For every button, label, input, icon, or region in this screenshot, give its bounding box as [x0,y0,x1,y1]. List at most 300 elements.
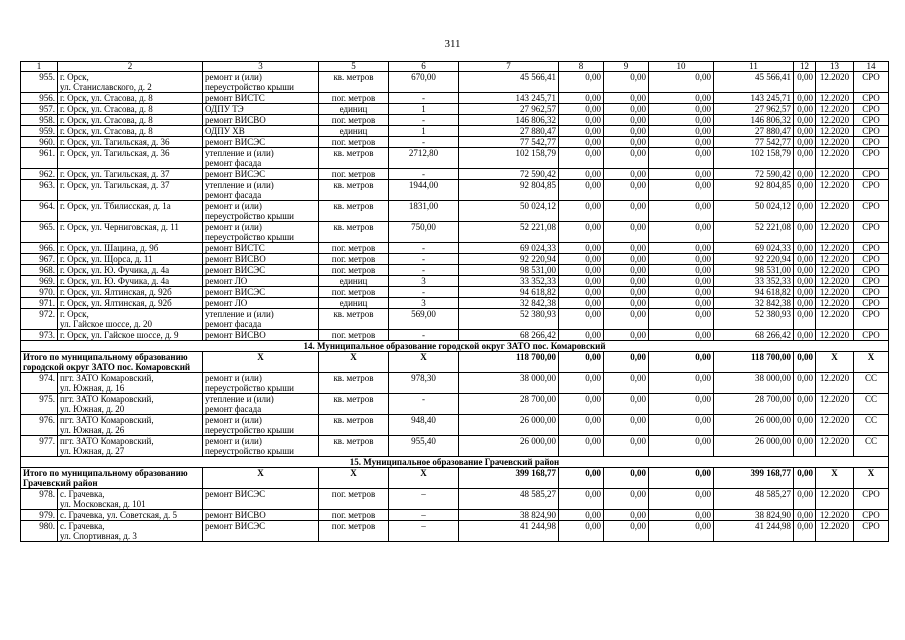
deadline-cell: 12.2020 [816,126,854,137]
x-mark: Х [203,468,319,489]
fund-source-cell: СРО [854,489,889,510]
unit-cell: единиц [319,126,389,137]
fund-col11: 118 700,00 [714,352,794,373]
work-type-cell [203,137,319,148]
fund-col12: 0,00 [794,169,816,180]
total-cost: 38 000,00 [459,373,559,394]
address-cell [58,373,203,394]
total-cost: 92 804,85 [459,180,559,201]
quantity-cell: 955,40 [389,436,459,457]
fund-source-cell: СРО [854,287,889,298]
fund-col10: 0,00 [649,243,714,254]
address-cell [58,115,203,126]
row-number: 965. [21,222,58,243]
address-line-1: пгт. ЗАТО Комаровский, [60,415,154,425]
x-mark: Х [319,468,389,489]
fund-col11: 52 380,93 [714,309,794,330]
table-row [21,148,889,169]
fund-col10: 0,00 [649,468,714,489]
fund-col11: 27 880,47 [714,126,794,137]
deadline-cell: 12.2020 [816,309,854,330]
subtotal-row [21,468,889,489]
fund-source-cell: СРО [854,180,889,201]
fund-col8: 0,00 [559,72,604,93]
address-cell [58,243,203,254]
address-line-1: г. Орск, [60,72,89,82]
unit-cell: пог. метров [319,93,389,104]
deadline-cell: 12.2020 [816,265,854,276]
deadline-cell: 12.2020 [816,243,854,254]
fund-col11: 143 245,71 [714,93,794,104]
x-mark: Х [389,352,459,373]
address-line-2: ул. Южная, д. 20 [60,404,125,414]
work-type-cell [203,276,319,287]
fund-col11: 28 700,00 [714,394,794,415]
fund-col8: 0,00 [559,222,604,243]
unit-cell: пог. метров [319,489,389,510]
work-type-line-1: ремонт ВИСВО [205,330,266,340]
row-number: 976. [21,415,58,436]
fund-col10: 0,00 [649,436,714,457]
x-mark: Х [816,468,854,489]
work-type-line-1: ремонт ЛО [205,298,248,308]
subtotal-label: Итого по муниципальному образованию Грачевский район [21,468,203,489]
work-type-line-1: утепление и (или) [205,148,274,158]
address-cell [58,148,203,169]
work-type-line-2: переустройство крыши [205,383,294,393]
total-cost: 399 168,77 [459,468,559,489]
work-type-cell [203,254,319,265]
total-cost: 68 266,42 [459,330,559,341]
fund-col12: 0,00 [794,115,816,126]
unit-cell: пог. метров [319,521,389,542]
unit-cell: кв. метров [319,180,389,201]
row-number: 967. [21,254,58,265]
quantity-cell: – [389,521,459,542]
column-header-8: 9 [604,62,649,72]
unit-cell: единиц [319,104,389,115]
total-cost: 72 590,42 [459,169,559,180]
work-type-cell [203,104,319,115]
fund-col11: 72 590,42 [714,169,794,180]
address-line-2: ул. Станиславского, д. 2 [60,82,152,92]
quantity-cell: - [389,287,459,298]
fund-col8: 0,00 [559,468,604,489]
fund-source-cell: СС [854,436,889,457]
fund-col10: 0,00 [649,180,714,201]
row-number: 979. [21,510,58,521]
unit-cell: кв. метров [319,394,389,415]
deadline-cell: 12.2020 [816,93,854,104]
quantity-cell: 569,00 [389,309,459,330]
row-number: 968. [21,265,58,276]
fund-source-cell: СРО [854,510,889,521]
row-number: 974. [21,373,58,394]
quantity-cell: - [389,265,459,276]
unit-cell: пог. метров [319,254,389,265]
table-row [21,415,889,436]
address-cell [58,222,203,243]
work-type-line-1: ремонт ВИСЭС [205,169,266,179]
work-type-line-1: ремонт ВИСЭС [205,137,266,147]
total-cost: 33 352,33 [459,276,559,287]
fund-col11: 33 352,33 [714,276,794,287]
deadline-cell: 12.2020 [816,104,854,115]
fund-col9: 0,00 [604,436,649,457]
fund-source-cell: СРО [854,521,889,542]
row-number: 956. [21,93,58,104]
fund-col11: 45 566,41 [714,72,794,93]
fund-col10: 0,00 [649,169,714,180]
unit-cell: кв. метров [319,72,389,93]
address-line-1: г. Орск, ул. Тагильская, д. 36 [60,148,170,158]
work-type-line-1: ремонт и (или) [205,436,262,446]
fund-source-cell: СРО [854,148,889,169]
deadline-cell: 12.2020 [816,330,854,341]
fund-col8: 0,00 [559,436,604,457]
total-cost: 77 542,77 [459,137,559,148]
row-number: 957. [21,104,58,115]
fund-col11: 69 024,33 [714,243,794,254]
fund-col8: 0,00 [559,394,604,415]
fund-col11: 38 824,90 [714,510,794,521]
table-row [21,394,889,415]
fund-col9: 0,00 [604,415,649,436]
unit-cell: кв. метров [319,148,389,169]
total-cost: 26 000,00 [459,436,559,457]
work-type-line-1: ремонт ВИСВО [205,510,266,520]
work-type-line-1: ОДПУ ТЭ [205,104,244,114]
deadline-cell: 12.2020 [816,489,854,510]
fund-col12: 0,00 [794,510,816,521]
fund-col11: 399 168,77 [714,468,794,489]
table-row [21,309,889,330]
address-line-1: г. Орск, ул. Шацина, д. 9б [60,243,159,253]
quantity-cell: - [389,169,459,180]
address-cell [58,201,203,222]
work-type-cell [203,394,319,415]
table-row [21,276,889,287]
fund-col12: 0,00 [794,276,816,287]
fund-col10: 0,00 [649,137,714,148]
fund-col8: 0,00 [559,510,604,521]
fund-col12: 0,00 [794,309,816,330]
row-number: 972. [21,309,58,330]
total-cost: 41 244,98 [459,521,559,542]
work-type-cell [203,309,319,330]
fund-col10: 0,00 [649,72,714,93]
fund-col11: 68 266,42 [714,330,794,341]
fund-col12: 0,00 [794,243,816,254]
section-heading [21,341,889,352]
total-cost: 102 158,79 [459,148,559,169]
fund-source-cell: СС [854,373,889,394]
fund-col10: 0,00 [649,394,714,415]
fund-col12: 0,00 [794,137,816,148]
work-type-cell [203,93,319,104]
work-type-cell [203,298,319,309]
fund-source-cell: СРО [854,243,889,254]
fund-col10: 0,00 [649,265,714,276]
table-row [21,510,889,521]
address-line-1: г. Орск, ул. Ю. Фучика, д. 4а [60,276,170,286]
work-type-line-1: ремонт и (или) [205,72,262,82]
column-number-header [21,62,889,72]
fund-col8: 0,00 [559,180,604,201]
column-header-11: 12 [794,62,816,72]
quantity-cell: 1944,00 [389,180,459,201]
total-cost: 92 220,94 [459,254,559,265]
deadline-cell: 12.2020 [816,373,854,394]
fund-col10: 0,00 [649,373,714,394]
column-header-2: 2 [58,62,203,72]
work-type-cell [203,265,319,276]
fund-col8: 0,00 [559,521,604,542]
table-row [21,72,889,93]
total-cost: 52 380,93 [459,309,559,330]
deadline-cell: 12.2020 [816,254,854,265]
quantity-cell: 978,30 [389,373,459,394]
address-line-1: г. Орск, ул. Стасова, д. 8 [60,126,153,136]
work-type-cell [203,330,319,341]
row-number: 958. [21,115,58,126]
fund-col8: 0,00 [559,93,604,104]
fund-col12: 0,00 [794,468,816,489]
address-cell [58,180,203,201]
total-cost: 32 842,38 [459,298,559,309]
table-row [21,254,889,265]
fund-col10: 0,00 [649,489,714,510]
address-cell [58,254,203,265]
address-line-1: г. Орск, ул. Щорса, д. 11 [60,254,153,264]
unit-cell: пог. метров [319,330,389,341]
address-cell [58,510,203,521]
fund-col8: 0,00 [559,115,604,126]
total-cost: 45 566,41 [459,72,559,93]
unit-cell: пог. метров [319,169,389,180]
fund-col11: 92 220,94 [714,254,794,265]
work-type-line-1: ремонт ВИСЭС [205,287,266,297]
fund-col10: 0,00 [649,330,714,341]
address-line-1: г. Орск, ул. Гайское шоссе, д. 9 [60,330,179,340]
address-line-1: г. Орск, ул. Стасова, д. 8 [60,115,153,125]
work-type-line-1: ремонт и (или) [205,222,262,232]
address-line-2: ул. Гайское шоссе, д. 20 [60,319,152,329]
total-cost: 38 824,90 [459,510,559,521]
fund-col9: 0,00 [604,489,649,510]
quantity-cell: - [389,254,459,265]
fund-col8: 0,00 [559,309,604,330]
quantity-cell: 1 [389,126,459,137]
fund-source-cell: СРО [854,201,889,222]
row-number: 971. [21,298,58,309]
row-number: 975. [21,394,58,415]
unit-cell: кв. метров [319,201,389,222]
work-type-cell [203,72,319,93]
total-cost: 69 024,33 [459,243,559,254]
fund-col10: 0,00 [649,115,714,126]
fund-col12: 0,00 [794,180,816,201]
work-type-line-1: ремонт ВИСЭС [205,521,266,531]
work-type-cell [203,373,319,394]
table-row [21,330,889,341]
fund-col8: 0,00 [559,415,604,436]
work-type-line-1: ремонт и (или) [205,201,262,211]
quantity-cell: 1 [389,104,459,115]
fund-col12: 0,00 [794,352,816,373]
unit-cell: единиц [319,276,389,287]
deadline-cell: 12.2020 [816,201,854,222]
total-cost: 52 221,08 [459,222,559,243]
quantity-cell: - [389,93,459,104]
fund-col12: 0,00 [794,521,816,542]
deadline-cell: 12.2020 [816,115,854,126]
table-row [21,180,889,201]
work-type-cell [203,180,319,201]
address-cell [58,93,203,104]
deadline-cell: 12.2020 [816,180,854,201]
fund-col8: 0,00 [559,104,604,115]
unit-cell: единиц [319,298,389,309]
fund-source-cell: СРО [854,309,889,330]
fund-col12: 0,00 [794,287,816,298]
work-type-cell [203,126,319,137]
fund-col12: 0,00 [794,298,816,309]
fund-source-cell: СРО [854,115,889,126]
fund-col10: 0,00 [649,287,714,298]
fund-col12: 0,00 [794,436,816,457]
row-number: 964. [21,201,58,222]
fund-col9: 0,00 [604,93,649,104]
column-header-5: 6 [389,62,459,72]
address-cell [58,169,203,180]
fund-col11: 27 962,57 [714,104,794,115]
table-row [21,436,889,457]
fund-col11: 38 000,00 [714,373,794,394]
work-type-line-2: переустройство крыши [205,82,294,92]
address-line-1: г. Орск, ул. Стасова, д. 8 [60,104,153,114]
fund-col10: 0,00 [649,148,714,169]
table-row [21,115,889,126]
deadline-cell: 12.2020 [816,510,854,521]
table-row [21,126,889,137]
section-title: 14. Муниципальное образование городской округ ЗАТО пос. Комаровский [21,341,889,352]
fund-source-cell: СРО [854,254,889,265]
fund-col12: 0,00 [794,93,816,104]
fund-source-cell: СРО [854,265,889,276]
fund-col10: 0,00 [649,276,714,287]
table-row [21,521,889,542]
fund-col9: 0,00 [604,72,649,93]
unit-cell: пог. метров [319,287,389,298]
fund-col12: 0,00 [794,72,816,93]
fund-source-cell: СРО [854,298,889,309]
address-line-1: пгт. ЗАТО Комаровский, [60,436,154,446]
quantity-cell: – [389,510,459,521]
fund-col9: 0,00 [604,201,649,222]
unit-cell: пог. метров [319,137,389,148]
deadline-cell: 12.2020 [816,137,854,148]
address-cell [58,287,203,298]
address-cell [58,265,203,276]
quantity-cell: - [389,137,459,148]
column-header-7: 8 [559,62,604,72]
fund-col11: 26 000,00 [714,415,794,436]
fund-col11: 102 158,79 [714,148,794,169]
work-type-line-2: ремонт фасада [205,404,262,414]
address-line-1: г. Орск, ул. Тагильская, д. 36 [60,137,170,147]
address-line-1: г. Орск, ул. Ялтинская, д. 92б [60,298,172,308]
total-cost: 146 806,32 [459,115,559,126]
row-number: 963. [21,180,58,201]
unit-cell: кв. метров [319,415,389,436]
fund-col12: 0,00 [794,373,816,394]
table-row [21,373,889,394]
address-cell [58,394,203,415]
work-type-line-1: ремонт и (или) [205,415,262,425]
quantity-cell: 3 [389,298,459,309]
fund-col10: 0,00 [649,222,714,243]
unit-cell: пог. метров [319,115,389,126]
work-type-cell [203,415,319,436]
total-cost: 28 700,00 [459,394,559,415]
row-number: 962. [21,169,58,180]
fund-col12: 0,00 [794,489,816,510]
fund-col11: 52 221,08 [714,222,794,243]
total-cost: 26 000,00 [459,415,559,436]
fund-col12: 0,00 [794,254,816,265]
fund-col11: 92 804,85 [714,180,794,201]
fund-col11: 146 806,32 [714,115,794,126]
fund-col11: 48 585,27 [714,489,794,510]
section-title: 15. Муниципальное образование Грачевский район [21,457,889,468]
fund-col10: 0,00 [649,201,714,222]
table-row [21,93,889,104]
work-type-line-2: ремонт фасада [205,158,262,168]
address-line-2: ул. Южная, д. 16 [60,383,125,393]
quantity-cell: - [389,115,459,126]
work-type-line-2: переустройство крыши [205,211,294,221]
row-number: 980. [21,521,58,542]
fund-col8: 0,00 [559,254,604,265]
table-body [21,62,889,542]
deadline-cell: 12.2020 [816,72,854,93]
work-type-cell [203,521,319,542]
fund-source-cell: СРО [854,137,889,148]
address-cell [58,521,203,542]
table-row [21,489,889,510]
fund-col12: 0,00 [794,104,816,115]
work-type-cell [203,287,319,298]
table-row [21,222,889,243]
fund-col12: 0,00 [794,148,816,169]
x-mark: Х [816,352,854,373]
fund-col12: 0,00 [794,330,816,341]
fund-source-cell: СРО [854,126,889,137]
fund-source-cell: СРО [854,72,889,93]
column-header-1: 1 [21,62,58,72]
address-line-1: г. Орск, ул. Тбилисская, д. 1а [60,201,171,211]
fund-col9: 0,00 [604,115,649,126]
fund-col10: 0,00 [649,254,714,265]
fund-col9: 0,00 [604,521,649,542]
column-header-10: 11 [714,62,794,72]
column-header-9: 10 [649,62,714,72]
total-cost: 48 585,27 [459,489,559,510]
quantity-cell: 2712,80 [389,148,459,169]
fund-col9: 0,00 [604,468,649,489]
unit-cell: пог. метров [319,265,389,276]
